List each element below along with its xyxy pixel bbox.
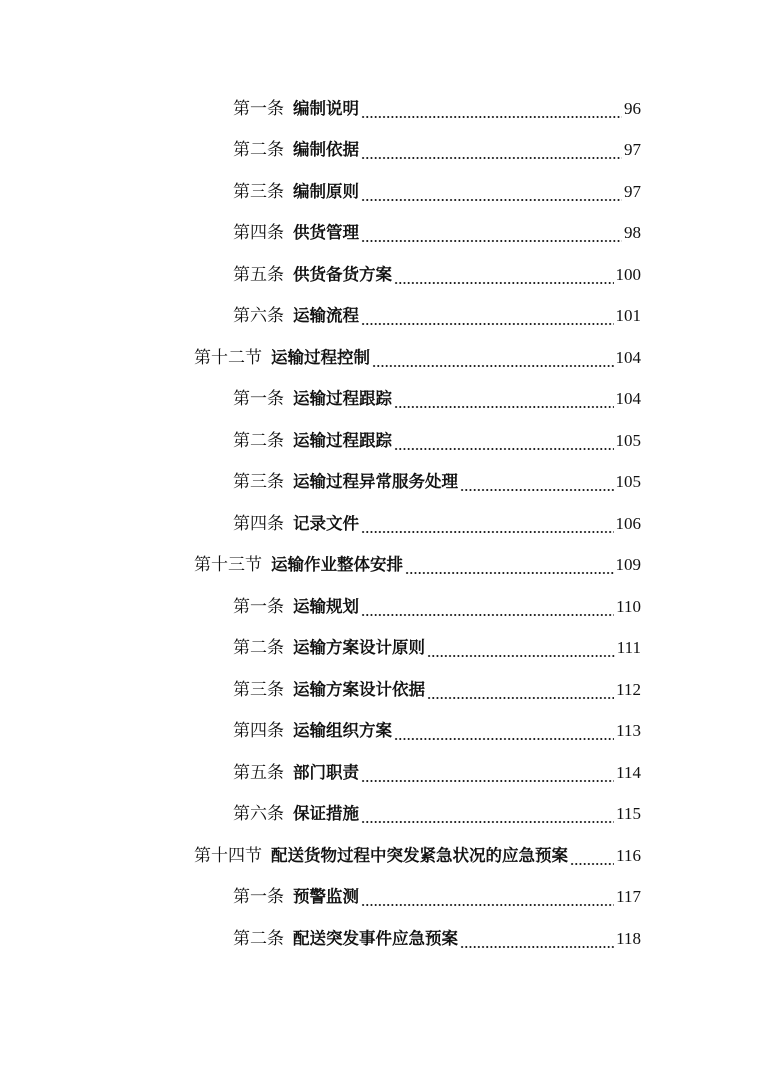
toc-entry-number: 第十四节	[194, 845, 262, 866]
toc-entry	[233, 711, 641, 753]
toc-entry	[233, 462, 641, 504]
toc-entry-number: 第四条	[233, 721, 284, 742]
toc-entry	[233, 379, 641, 421]
toc-leader-dots	[361, 531, 614, 533]
toc-section-entry	[194, 337, 641, 379]
toc-leader-dots	[460, 489, 614, 491]
toc-entry-number: 第一条	[233, 98, 284, 119]
toc-entry-title: 预警监测	[293, 887, 359, 907]
toc-entry	[233, 918, 641, 960]
toc-leader-dots	[361, 199, 622, 201]
toc-leader-dots	[361, 821, 614, 823]
toc-entry-page: 112	[616, 679, 641, 699]
toc-entry-number: 第十三节	[194, 555, 262, 576]
toc-leader-dots	[361, 157, 622, 159]
toc-entry-number: 第六条	[233, 306, 284, 327]
toc-entry-number: 第六条	[233, 804, 284, 825]
toc-entry-page: 116	[616, 845, 641, 865]
toc-entry-page: 105	[615, 472, 641, 492]
toc-entry-title: 配送突发事件应急预案	[293, 928, 458, 948]
toc-entry	[233, 877, 641, 919]
toc-entry-number: 第二条	[233, 638, 284, 659]
toc-entry-page: 115	[616, 804, 641, 824]
toc-entry-title: 运输组织方案	[293, 721, 392, 741]
toc-entry-page: 106	[615, 513, 641, 533]
toc-entry-number: 第三条	[233, 472, 284, 493]
toc-entry-page: 114	[616, 762, 641, 782]
toc-entry-title: 运输方案设计依据	[293, 679, 425, 699]
toc-leader-dots	[570, 863, 614, 865]
toc-entry	[233, 88, 641, 130]
toc-entry-title: 保证措施	[293, 804, 359, 824]
toc-entry-page: 96	[624, 98, 641, 118]
toc-entry-title: 运输过程跟踪	[293, 389, 392, 409]
toc-entry-number: 第三条	[233, 181, 284, 202]
toc-entry	[233, 752, 641, 794]
toc-entry-title: 编制依据	[293, 140, 359, 160]
toc-entry-page: 100	[615, 264, 641, 284]
toc-section-entry	[194, 545, 641, 587]
toc-leader-dots	[394, 738, 614, 740]
toc-leader-dots	[394, 448, 614, 450]
toc-leader-dots	[427, 655, 615, 657]
toc-entry-page: 101	[615, 306, 641, 326]
toc-entry-title: 配送货物过程中突发紧急状况的应急预案	[271, 845, 568, 865]
toc-entry-title: 编制原则	[293, 181, 359, 201]
toc-entry-number: 第二条	[233, 928, 284, 949]
toc-entry	[233, 254, 641, 296]
toc-entry-page: 110	[616, 596, 641, 616]
toc-entry-page: 113	[616, 721, 641, 741]
toc-entry-number: 第三条	[233, 679, 284, 700]
toc-leader-dots	[361, 240, 622, 242]
toc-leader-dots	[361, 116, 622, 118]
toc-entry-page: 118	[616, 928, 641, 948]
toc-leader-dots	[427, 697, 614, 699]
toc-section-entry	[194, 835, 641, 877]
toc-leader-dots	[361, 323, 614, 325]
toc-entry-title: 运输过程控制	[271, 347, 370, 367]
toc-entry-title: 记录文件	[293, 513, 359, 533]
toc-entry	[233, 296, 641, 338]
toc-entry-page: 104	[615, 389, 641, 409]
toc-entry-number: 第十二节	[194, 347, 262, 368]
toc-entry	[233, 171, 641, 213]
toc-entry-title: 运输过程异常服务处理	[293, 472, 458, 492]
toc-leader-dots	[372, 365, 614, 367]
toc-leader-dots	[405, 572, 614, 574]
toc-entry-number: 第四条	[233, 223, 284, 244]
toc-entry	[233, 503, 641, 545]
toc-entry-number: 第一条	[233, 389, 284, 410]
toc-entry-title: 运输规划	[293, 596, 359, 616]
toc-entry-title: 运输流程	[293, 306, 359, 326]
toc-entry-page: 109	[615, 555, 641, 575]
table-of-contents	[0, 88, 761, 960]
toc-entry-title: 运输方案设计原则	[293, 638, 425, 658]
toc-entry-number: 第四条	[233, 513, 284, 534]
toc-entry	[233, 130, 641, 172]
toc-entry-title: 编制说明	[293, 98, 359, 118]
toc-entry	[233, 586, 641, 628]
toc-entry-page: 105	[615, 430, 641, 450]
toc-entry-title: 运输过程跟踪	[293, 430, 392, 450]
toc-entry-page: 111	[616, 638, 641, 658]
toc-entry-number: 第五条	[233, 264, 284, 285]
toc-entry-number: 第一条	[233, 596, 284, 617]
toc-entry-title: 供货管理	[293, 223, 359, 243]
toc-leader-dots	[361, 614, 614, 616]
toc-entry	[233, 213, 641, 255]
toc-entry-title: 运输作业整体安排	[271, 555, 403, 575]
toc-leader-dots	[394, 282, 614, 284]
toc-leader-dots	[460, 946, 614, 948]
toc-entry-page: 98	[624, 223, 641, 243]
toc-entry-number: 第一条	[233, 887, 284, 908]
toc-entry-page: 117	[616, 887, 641, 907]
toc-entry-number: 第二条	[233, 430, 284, 451]
toc-leader-dots	[361, 780, 614, 782]
toc-entry-number: 第二条	[233, 140, 284, 161]
toc-entry-title: 供货备货方案	[293, 264, 392, 284]
toc-entry	[233, 669, 641, 711]
toc-entry-page: 104	[615, 347, 641, 367]
toc-leader-dots	[394, 406, 614, 408]
toc-entry-number: 第五条	[233, 762, 284, 783]
toc-leader-dots	[361, 904, 614, 906]
toc-entry	[233, 420, 641, 462]
toc-entry	[233, 794, 641, 836]
toc-entry-page: 97	[624, 181, 641, 201]
toc-entry	[233, 628, 641, 670]
toc-entry-page: 97	[624, 140, 641, 160]
toc-entry-title: 部门职责	[293, 762, 359, 782]
